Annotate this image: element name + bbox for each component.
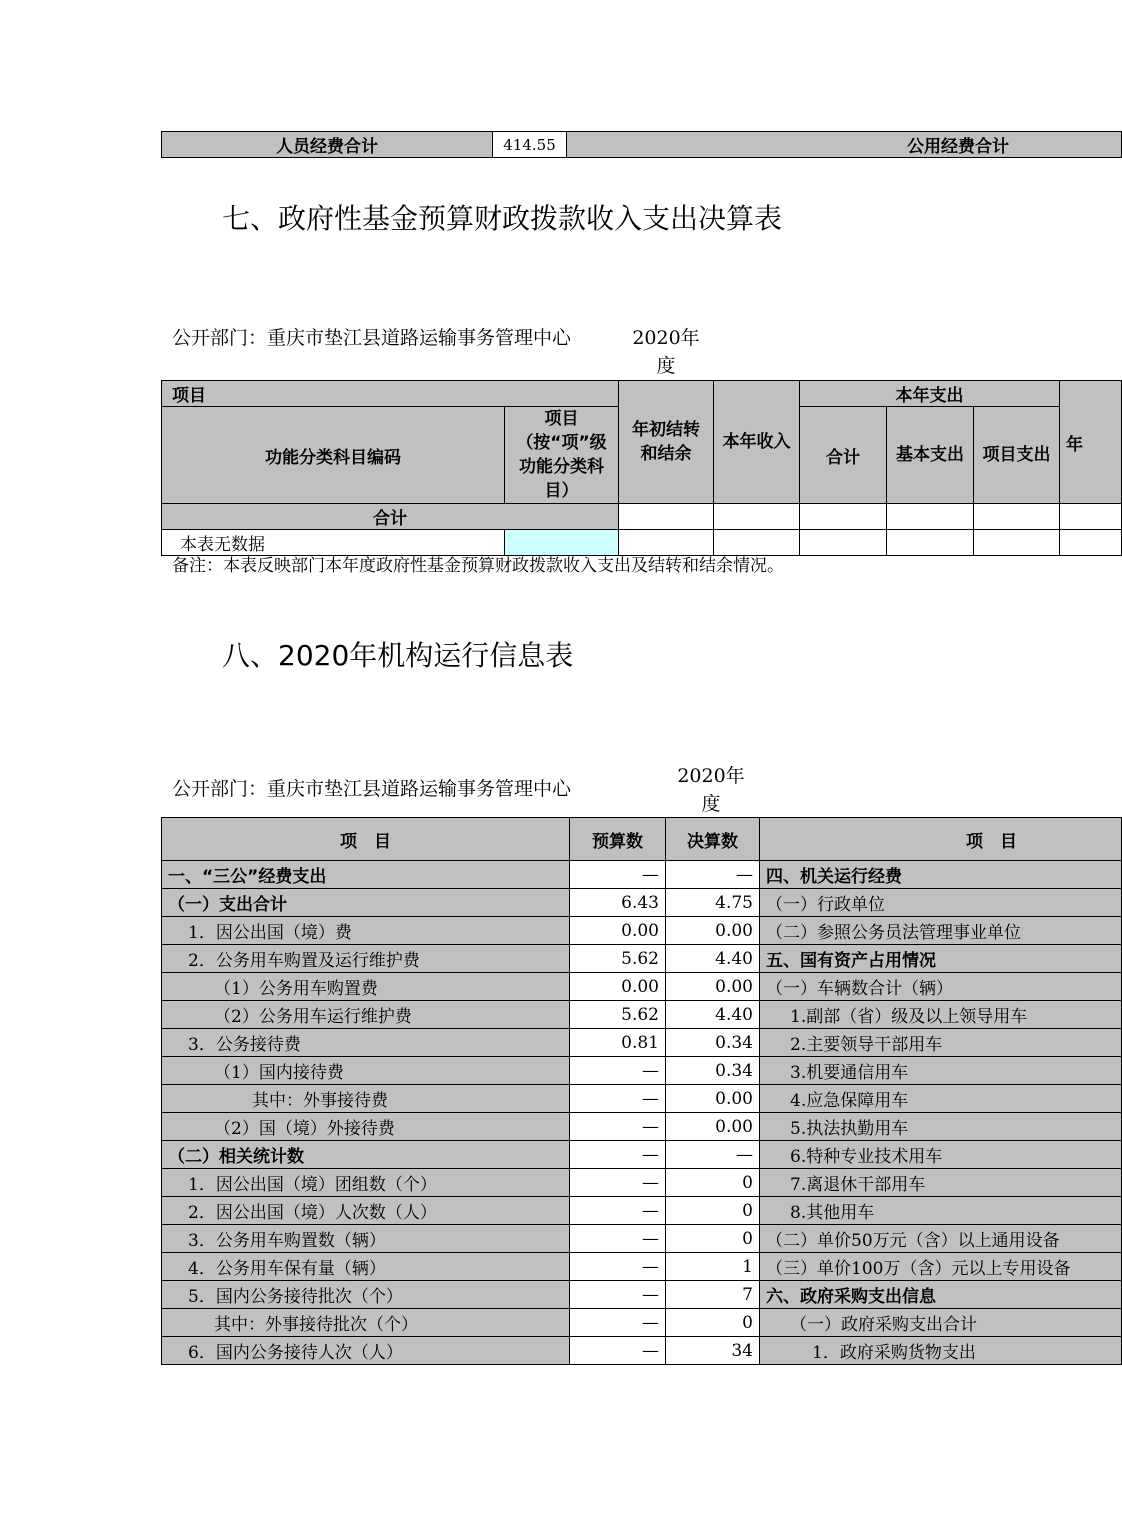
header-total: 合计 xyxy=(800,407,887,504)
row-budget: — xyxy=(570,1113,666,1141)
top-summary-table xyxy=(161,131,1122,158)
row-item-left: 2．公务用车购置及运行维护费 xyxy=(162,945,570,973)
row-item-right: （一）政府采购支出合计 xyxy=(760,1309,1122,1337)
personnel-cost-value: 414.55 xyxy=(493,132,567,158)
row-final: 4.40 xyxy=(666,945,760,973)
row-item-left: （2）公务用车运行维护费 xyxy=(162,1001,570,1029)
row-item-left: （2）国（境）外接待费 xyxy=(162,1113,570,1141)
row-item-left: （1）国内接待费 xyxy=(162,1057,570,1085)
row-item-left: （一）支出合计 xyxy=(162,889,570,917)
row-budget: — xyxy=(570,1057,666,1085)
row-final: 7 xyxy=(666,1281,760,1309)
row-item-right: 7.离退休干部用车 xyxy=(760,1169,1122,1197)
row-item-left: 2．因公出国（境）人次数（人） xyxy=(162,1197,570,1225)
header-final: 决算数 xyxy=(666,818,760,861)
row-budget: 6.43 xyxy=(570,889,666,917)
row-item-left: 一、“三公”经费支出 xyxy=(162,861,570,889)
row-final: 0.00 xyxy=(666,917,760,945)
header-project: 项目支出 xyxy=(974,407,1060,504)
table-row xyxy=(162,1001,1122,1029)
row-item-right: （一）行政单位 xyxy=(760,889,1122,917)
table-row xyxy=(162,889,1122,917)
row-budget: 5.62 xyxy=(570,945,666,973)
row-budget: 0.00 xyxy=(570,917,666,945)
header-subject: 项目（按“项”级功能分类科目） xyxy=(505,407,619,504)
row-item-right: 5.执法执勤用车 xyxy=(760,1113,1122,1141)
row-final: 0 xyxy=(666,1169,760,1197)
header-expense-group: 本年支出 xyxy=(800,381,1060,407)
row-final: 0 xyxy=(666,1225,760,1253)
row-budget: — xyxy=(570,1309,666,1337)
section7-department: 公开部门：重庆市垫江县道路运输事务管理中心 xyxy=(172,327,572,349)
row-final: 4.75 xyxy=(666,889,760,917)
table-row xyxy=(162,1141,1122,1169)
row-item-right: 6.特种专业技术用车 xyxy=(760,1141,1122,1169)
header-basic: 基本支出 xyxy=(887,407,974,504)
row-item-left: （1）公务用车购置费 xyxy=(162,973,570,1001)
total-label: 合计 xyxy=(162,504,619,530)
header-item: 项目 xyxy=(162,381,619,407)
header-cut: 年 xyxy=(1060,381,1122,504)
row-final: 0 xyxy=(666,1309,760,1337)
row-item-right: 4.应急保障用车 xyxy=(760,1085,1122,1113)
row-item-left: 3．公务接待费 xyxy=(162,1029,570,1057)
table-row xyxy=(162,1309,1122,1337)
header-budget: 预算数 xyxy=(570,818,666,861)
header-item-left: 项 目 xyxy=(162,818,570,861)
row-budget: — xyxy=(570,1197,666,1225)
row-item-right: 2.主要领导干部用车 xyxy=(760,1029,1122,1057)
table-row xyxy=(162,1057,1122,1085)
table-row xyxy=(162,917,1122,945)
section8-department: 公开部门：重庆市垫江县道路运输事务管理中心 xyxy=(172,778,572,800)
row-item-left: （二）相关统计数 xyxy=(162,1141,570,1169)
no-data-label: 本表无数据 xyxy=(162,530,505,556)
section7-year: 2020年度 xyxy=(632,327,700,377)
header-item-right: 项 目 xyxy=(760,818,1122,861)
table-row xyxy=(162,1225,1122,1253)
section7-title: 七、政府性基金预算财政拨款收入支出决算表 xyxy=(222,202,783,235)
row-item-right: （一）车辆数合计（辆） xyxy=(760,973,1122,1001)
row-final: 1 xyxy=(666,1253,760,1281)
fund-budget-table xyxy=(161,380,1122,556)
row-item-right: （二）参照公务员法管理事业单位 xyxy=(760,917,1122,945)
table-row xyxy=(162,945,1122,973)
row-item-right: 8.其他用车 xyxy=(760,1197,1122,1225)
row-budget: — xyxy=(570,1253,666,1281)
row-item-right: （三）单价100万（含）元以上专用设备 xyxy=(760,1253,1122,1281)
row-item-left: 3．公务用车购置数（辆） xyxy=(162,1225,570,1253)
table-row xyxy=(162,1113,1122,1141)
row-budget: — xyxy=(570,1225,666,1253)
row-item-right: 1.副部（省）级及以上领导用车 xyxy=(760,1001,1122,1029)
table-row xyxy=(162,1281,1122,1309)
row-budget: — xyxy=(570,861,666,889)
header-income: 本年收入 xyxy=(714,381,800,504)
public-cost-label: 公用经费合计 xyxy=(567,132,1122,158)
row-final: 0.00 xyxy=(666,973,760,1001)
row-final: 0.00 xyxy=(666,1113,760,1141)
row-item-left: 其中：外事接待费 xyxy=(162,1085,570,1113)
row-item-right: 四、机关运行经费 xyxy=(760,861,1122,889)
row-item-left: 1．因公出国（境）费 xyxy=(162,917,570,945)
row-final: — xyxy=(666,1141,760,1169)
row-item-left: 4．公务用车保有量（辆） xyxy=(162,1253,570,1281)
table-row xyxy=(162,1029,1122,1057)
row-final: — xyxy=(666,861,760,889)
row-item-right: 六、政府采购支出信息 xyxy=(760,1281,1122,1309)
row-final: 0.34 xyxy=(666,1029,760,1057)
row-budget: — xyxy=(570,1281,666,1309)
row-budget: 0.81 xyxy=(570,1029,666,1057)
row-item-right: 3.机要通信用车 xyxy=(760,1057,1122,1085)
operation-info-table xyxy=(161,817,1122,1365)
header-code: 功能分类科目编码 xyxy=(162,407,505,504)
table-row xyxy=(162,1085,1122,1113)
row-item-left: 6．国内公务接待人次（人） xyxy=(162,1337,570,1365)
row-item-left: 其中：外事接待批次（个） xyxy=(162,1309,570,1337)
section7-note: 备注：本表反映部门本年度政府性基金预算财政拨款收入支出及结转和结余情况。 xyxy=(172,556,784,576)
row-item-right: 1．政府采购货物支出 xyxy=(760,1337,1122,1365)
row-final: 0 xyxy=(666,1197,760,1225)
section8-year: 2020年度 xyxy=(677,765,745,815)
row-budget: — xyxy=(570,1141,666,1169)
row-final: 0.00 xyxy=(666,1085,760,1113)
table-row xyxy=(162,861,1122,889)
row-item-left: 5．国内公务接待批次（个） xyxy=(162,1281,570,1309)
personnel-cost-label: 人员经费合计 xyxy=(162,132,493,158)
row-budget: 0.00 xyxy=(570,973,666,1001)
section8-title: 八、2020年机构运行信息表 xyxy=(222,639,574,672)
row-final: 0.34 xyxy=(666,1057,760,1085)
row-budget: — xyxy=(570,1169,666,1197)
row-budget: — xyxy=(570,1085,666,1113)
row-budget: 5.62 xyxy=(570,1001,666,1029)
row-final: 34 xyxy=(666,1337,760,1365)
table-row xyxy=(162,1253,1122,1281)
table-row xyxy=(162,973,1122,1001)
row-budget: — xyxy=(570,1337,666,1365)
header-carryover: 年初结转和结余 xyxy=(619,381,714,504)
table-row xyxy=(162,1169,1122,1197)
row-item-right: 五、国有资产占用情况 xyxy=(760,945,1122,973)
table-row xyxy=(162,1197,1122,1225)
row-final: 4.40 xyxy=(666,1001,760,1029)
table-row xyxy=(162,1337,1122,1365)
row-item-right: （二）单价50万元（含）以上通用设备 xyxy=(760,1225,1122,1253)
row-item-left: 1．因公出国（境）团组数（个） xyxy=(162,1169,570,1197)
